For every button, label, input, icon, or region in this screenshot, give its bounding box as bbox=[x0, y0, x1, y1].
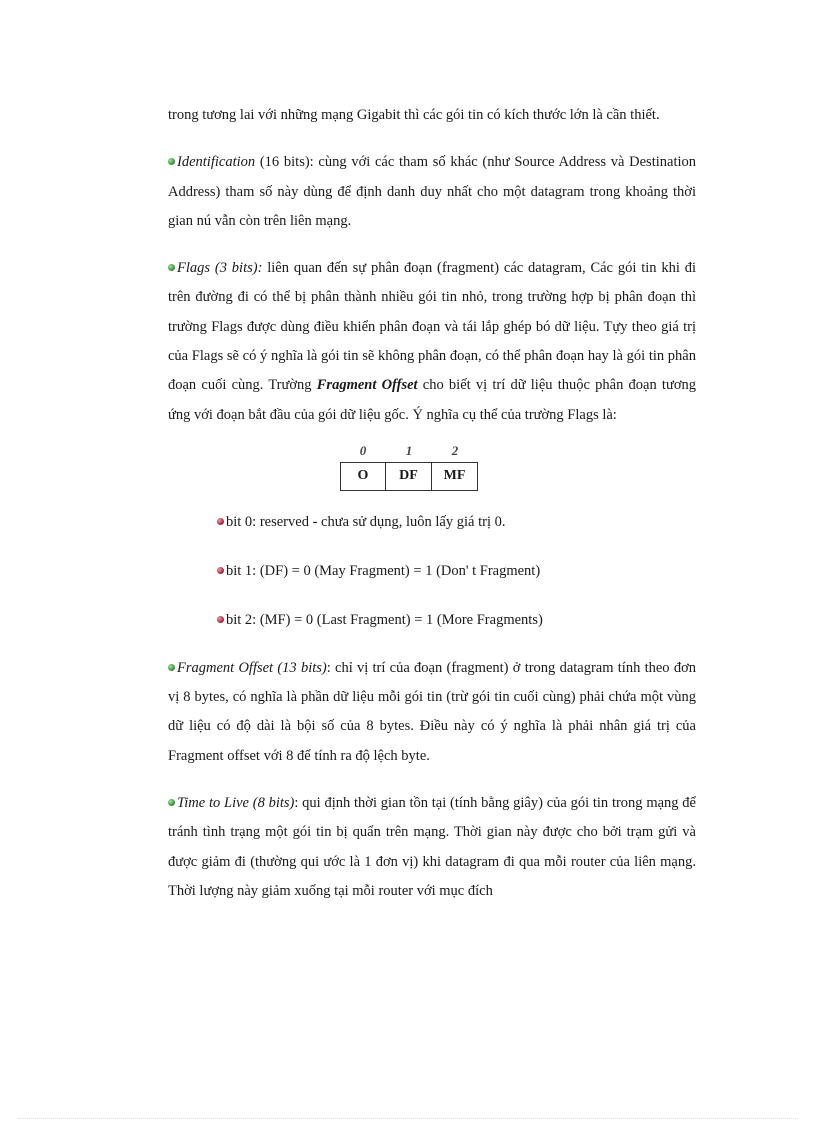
flags-cell-reserved: O bbox=[341, 462, 386, 490]
flags-text-1: liên quan đến sự phân đoạn (fragment) các datagram, Các gói tin khi đi trên đường đi có thể bị phân thành nhiều gói tin nhỏ, trong trường hợp bị phân đoạn thì trường Flags được dùng điều khiển phân đoạn và tái lắp ghép bó dữ liệu. Tựy theo giá trị của Flags sẽ có ý nghĩa là gói tin sẽ không phân đoạn, có thể phân đoạn hay là gói tin phân đoạn cuối cùng. Trường bbox=[168, 260, 696, 394]
bit-1-text: bit 1: (DF) = 0 (May Fragment) = 1 (Don' t Fragment) bbox=[226, 562, 541, 579]
flags-diagram bbox=[168, 436, 696, 506]
flags-bit-numbers bbox=[340, 443, 478, 459]
flags-table-row bbox=[341, 462, 478, 490]
intro-paragraph bbox=[168, 101, 696, 130]
flags-cell-df: DF bbox=[386, 462, 432, 490]
identification-term: Identification bbox=[177, 154, 256, 171]
intro-text: trong tương lai với những mạng Gigabit thì các gói tin có kích thước lớn là cần thiết. bbox=[168, 107, 660, 123]
green-bullet-icon bbox=[168, 799, 175, 806]
bit-2-text: bit 2: (MF) = 0 (Last Fragment) = 1 (More Fragments) bbox=[226, 611, 543, 628]
list-item bbox=[217, 557, 696, 586]
fragment-offset-term: Fragment Offset (13 bits) bbox=[177, 659, 327, 676]
red-bullet-icon bbox=[217, 616, 224, 623]
green-bullet-icon bbox=[168, 158, 175, 165]
flags-table bbox=[340, 462, 478, 491]
fragment-offset-paragraph bbox=[168, 654, 696, 771]
bit-number: 1 bbox=[405, 442, 413, 458]
flags-cell-mf: MF bbox=[432, 462, 478, 490]
bit-list bbox=[217, 508, 696, 635]
red-bullet-icon bbox=[217, 518, 224, 525]
bit-number: 0 bbox=[359, 442, 367, 458]
list-item bbox=[217, 508, 696, 537]
bit-0-text: bit 0: reserved - chưa sử dụng, luôn lấy giá trị 0. bbox=[226, 513, 506, 530]
bit-number: 2 bbox=[451, 442, 459, 458]
ttl-paragraph bbox=[168, 789, 696, 906]
ttl-text: : qui định thời gian tồn tại (tính bằng giây) của gói tin trong mạng để tránh tình trạng một gói tin bị quẩn trên mạng. Thời gian này được cho bởi trạm gửi và được giảm đi (thường qui ước là 1 đơn vị) khi datagram đi qua mỗi router của liên mạng. Thời lượng này giảm xuống tại mỗi router với mục đích bbox=[168, 795, 696, 899]
red-bullet-icon bbox=[217, 567, 224, 574]
flags-term: Flags (3 bits): bbox=[177, 260, 263, 277]
fragment-offset-emphasis: Fragment Offset bbox=[316, 377, 418, 394]
list-item bbox=[217, 606, 696, 635]
flags-paragraph bbox=[168, 254, 696, 430]
ttl-term: Time to Live (8 bits) bbox=[177, 795, 295, 812]
document-body bbox=[168, 101, 696, 906]
green-bullet-icon bbox=[168, 664, 175, 671]
page-bottom-divider bbox=[18, 1118, 798, 1119]
fragment-offset-text: : chỉ vị trí của đoạn (fragment) ở trong datagram tính theo đơn vị 8 bytes, có nghĩa là phần dữ liệu mỗi gói tin (trừ gói tin cuối cùng) phải chứa một vùng dữ liệu có độ dài là bội số của 8 bytes. Điều này có ý nghĩa là phải nhân giá trị của Fragment offset với 8 để tính ra độ lệch byte. bbox=[168, 659, 696, 764]
flags-text-2: cho biết vị trí dữ liệu thuộc phân đoạn tương ứng với đoạn bắt đầu của gói dữ liệu gốc. Ý nghĩa cụ thể của trường Flags là: bbox=[168, 377, 696, 423]
identification-text: (16 bits): cùng với các tham số khác (như Source Address và Destination Address) tham số này dùng để định danh duy nhất cho một datagram trong khoảng thời gian nú vẫn còn trên liên mạng. bbox=[168, 154, 696, 229]
identification-paragraph bbox=[168, 148, 696, 236]
green-bullet-icon bbox=[168, 264, 175, 271]
